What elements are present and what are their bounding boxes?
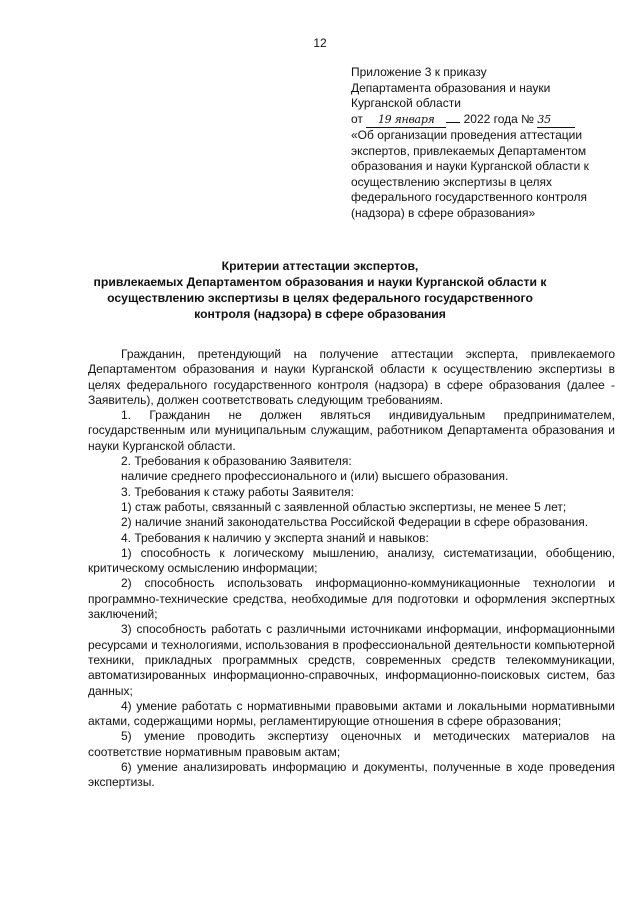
paragraph: Гражданин, претендующий на получение аттестации эксперта, привлекаемого Департаментом образования и науки Курганской области к осуществлению экспертизы в целях федерального государственного контроля (надзора) в сфере образования (далее - Заявитель), должен соответствовать следующим требованиям. <box>88 347 615 407</box>
approval-date-line <box>351 112 621 129</box>
paragraph: 3) способность работать с различными источниками информации, информационными ресурсами и технологиями, использования в профессиональной деятельности компьютерной техники, прикладных программных средств, современных средств телекоммуникации, автоматизированных информационно-справочных, информационно-поисковых систем, баз данных; <box>88 622 615 698</box>
approval-line-1: Приложение 3 к приказу <box>351 65 487 79</box>
paragraph: 1) способность к логическому мышлению, анализу, систематизации, обобщению, критическому осмыслению информации; <box>88 545 615 576</box>
paragraph: 2) наличие знаний законодательства Российской Федерации в сфере образования. <box>121 515 589 530</box>
approval-block <box>351 65 621 221</box>
date-blank <box>366 112 446 129</box>
approval-line-2: Департамента образования и науки <box>351 80 551 95</box>
handwritten-date: 19 января <box>377 112 435 126</box>
approval-line-3: Курганской области <box>351 96 461 110</box>
paragraph: наличие среднего профессионального и (или) высшего образования. <box>121 469 509 484</box>
paragraph: 4. Требования к наличию у эксперта знаний и навыков: <box>121 530 429 545</box>
handwritten-number: 35 <box>537 112 551 126</box>
document-body <box>88 347 615 791</box>
paragraph: 2. Требования к образованию Заявителя: <box>121 454 352 469</box>
date-prefix: от <box>351 111 363 126</box>
title-line-2: привлекаемых Департаментом образования и науки Курганской области к осуществлению экспертизы в целях федерального государственного контроля (надзора) в сфере образования <box>93 275 547 321</box>
date-suffix: 2022 года № <box>463 111 535 126</box>
paragraph: 3. Требования к стажу работы Заявителя: <box>121 484 355 499</box>
paragraph: 4) умение работать с нормативными правовыми актами и локальными нормативными актами, содержащими нормы, регламентирующие отношения в сфере образования; <box>88 698 615 729</box>
approval-subject: «Об организации проведения аттестации экспертов, привлекаемых Департаментом образования и науки Курганской области к осуществлению экспертизы в целях федерального государственного контроля (надзора) в сфере образования» <box>351 128 589 220</box>
paragraph: 1) стаж работы, связанный с заявленной областью экспертизы, не менее 5 лет; <box>121 499 567 514</box>
page-number: 12 <box>313 36 327 50</box>
paragraph: 1. Гражданин не должен являться индивидуальным предпринимателем, государственным или муниципальным служащим, работником Департамента образования и науки Курганской области. <box>88 408 615 453</box>
paragraph: 5) умение проводить экспертизу оценочных и методических материалов на соответствие нормативным правовым актам; <box>88 729 615 759</box>
number-blank <box>537 112 575 129</box>
title-line-1: Критерии аттестации экспертов, <box>221 259 419 273</box>
paragraph: 6) умение анализировать информацию и документы, полученные в ходе проведения экспертизы. <box>88 760 615 790</box>
document-title <box>80 258 560 322</box>
paragraph: 2) способность использовать информационно-коммуникационные технологии и программно-технические средства, необходимые для подготовки и оформления экспертных заключений; <box>88 576 615 622</box>
